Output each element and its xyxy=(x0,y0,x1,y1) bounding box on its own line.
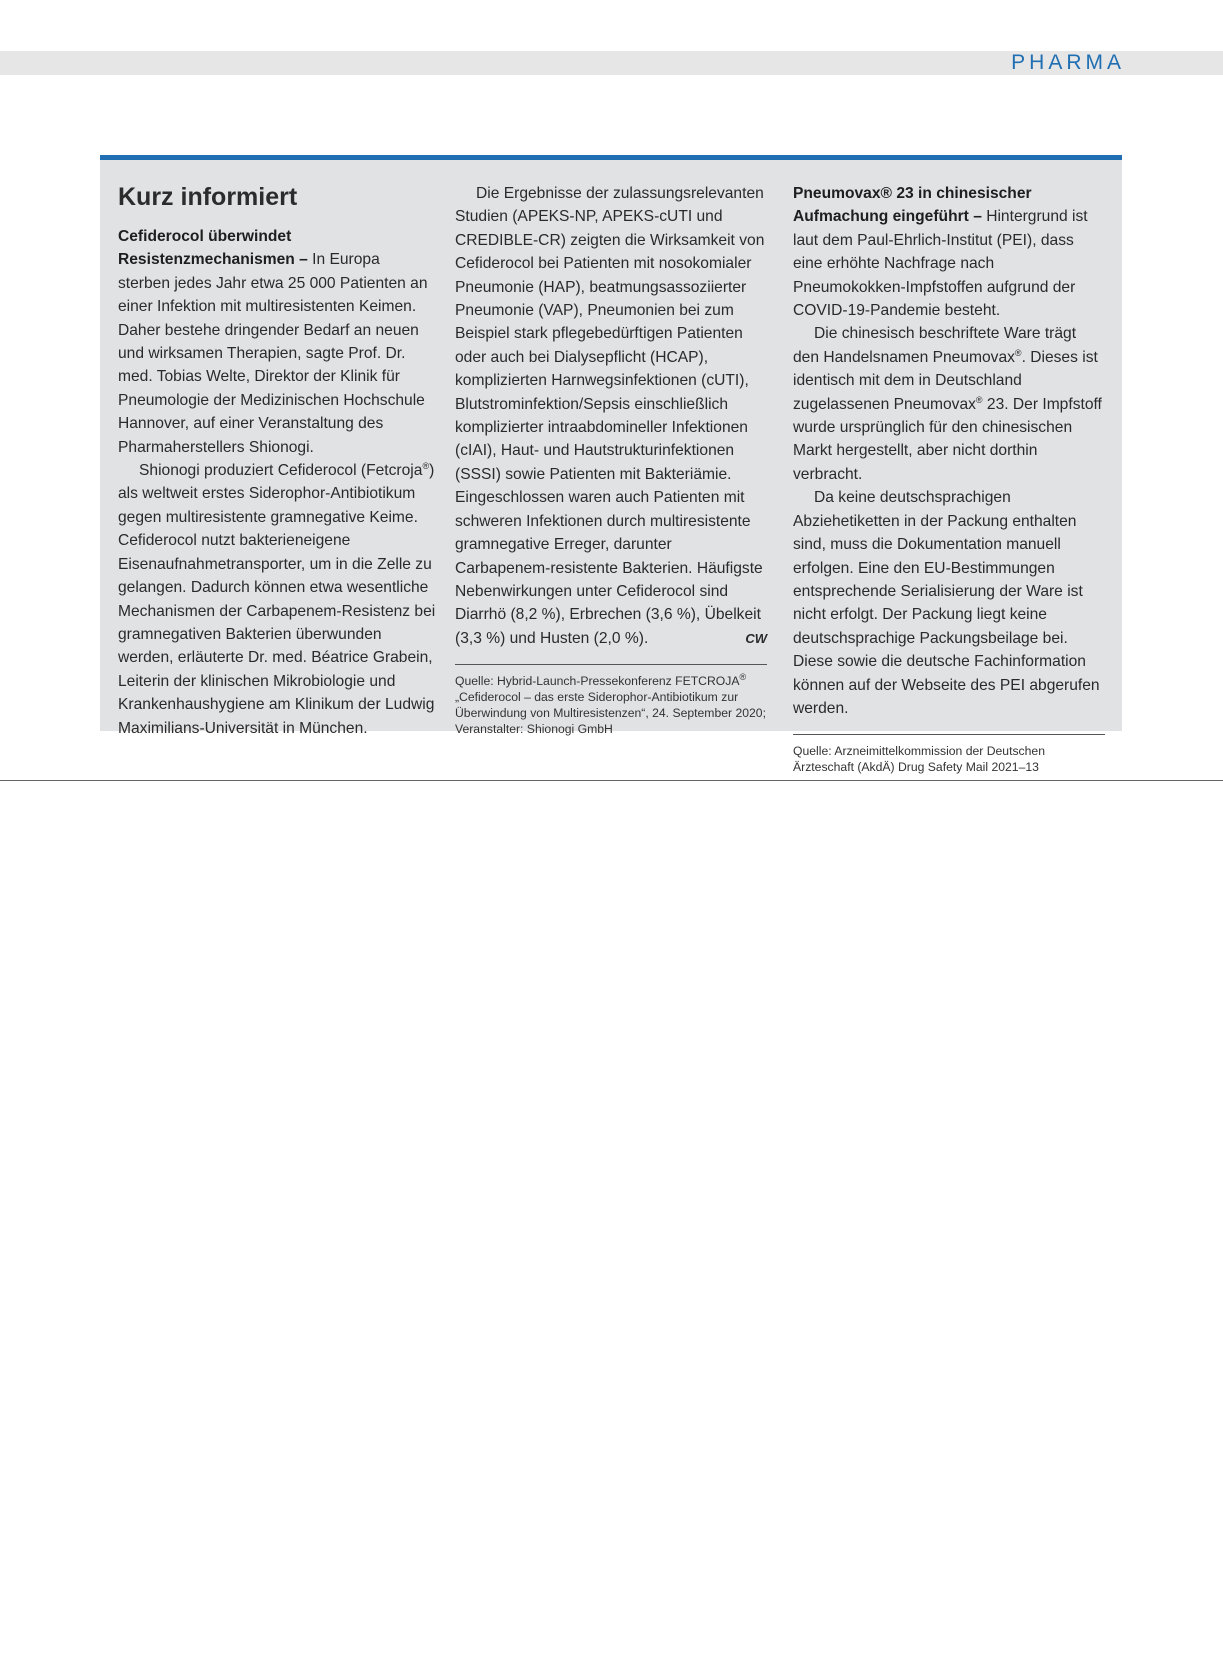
article1-paragraph-1: Cefiderocol überwindet Resistenzmechanismen – In Europa sterben jedes Jahr etwa 25 000 Patienten an einer Infektion mit multiresistenten Keimen. Daher bestehe dringender Bedarf an neuen und wirksamen Therapien, sagte Prof. Dr. med. Tobias Welte, Direktor der Klinik für Pneumologie der Medizinischen Hochschule Hannover, auf einer Veranstaltung des Pharmaherstellers Shionogi. xyxy=(118,228,428,456)
column-2 xyxy=(455,182,767,737)
column-3 xyxy=(793,182,1105,775)
box-title: Kurz informiert xyxy=(118,183,298,211)
article2-source: Quelle: Arzneimittelkommission der Deutschen Ärzteschaft (AkdÄ) Drug Safety Mail 2021–13 xyxy=(793,744,1045,775)
article1-paragraph-2: Shionogi produziert Cefiderocol (Fetcroja®) als weltweit erstes Siderophor-Antibiotikum gegen multiresistente gramnegative Keime. Cefiderocol nutzt bakterieneigene Eisenaufnahmetransporter, um in die Zelle zu gelangen. Dadurch können etwa wesentliche Mechanismen der Carbapenem-Resistenz bei gramnegativen Bakterien überwunden werden, erläuterte Dr. med. Béatrice Grabein, Leiterin der klinischen Mikrobiologie und Krankenhaushygiene am Klinikum der Ludwig Maximilians-Universität in München. xyxy=(118,460,436,737)
info-box xyxy=(100,155,1122,775)
article2-paragraph-1: Pneumovax® 23 in chinesischer Aufmachung eingeführt – Hintergrund ist laut dem Paul-Ehrlich-Institut (PEI), dass eine erhöhte Nachfrage nach Pneumokokken-Impfstoffen aufgrund der COVID-19-Pandemie besteht. xyxy=(793,185,1088,320)
article2-paragraph-2: Die chinesisch beschriftete Ware trägt den Handelsnamen Pneumovax®. Dieses ist identisch mit dem in Deutschland zugelassenen Pneumovax® 23. Der Impfstoff wurde ursprünglich für den chinesischen Markt hergestellt, aber nicht dorthin verbracht. xyxy=(793,325,1102,483)
article1-source: Quelle: Hybrid-Launch-Pressekonferenz FETCROJA® „Cefiderocol – das erste Siderophor-Antibiotikum zur Überwindung von Multiresistenzen“, 24. September 2020; Veranstalter: Shionogi GmbH xyxy=(455,672,766,737)
page-divider xyxy=(0,780,1223,781)
article1-headline: Cefiderocol überwindet Resistenzmechanismen – xyxy=(118,228,308,269)
article2-headline: Pneumovax® 23 in chinesischer Aufmachung eingeführt – xyxy=(793,185,1032,226)
article2-paragraph-3: Da keine deutschsprachigen Abziehetiketten in der Packung enthalten sind, muss die Dokumentation manuell erfolgen. Eine den EU-Bestimmungen entsprechende Serialisierung der Ware ist nicht erfolgt. Der Packung liegt keine deutschsprachige Packungsbeilage bei. Diese sowie die deutsche Fachinformation können auf der Webseite des PEI abgerufen werden. xyxy=(793,489,1100,717)
column-1 xyxy=(118,182,436,740)
source-divider xyxy=(793,734,1105,735)
section-label: PHARMA xyxy=(1011,51,1125,74)
source-divider xyxy=(455,664,767,665)
author-initials: CW xyxy=(745,630,767,646)
article1-paragraph-3: Die Ergebnisse der zulassungsrelevanten Studien (APEKS-NP, APEKS-cUTI und CREDIBLE-CR) zeigten die Wirksamkeit von Cefiderocol bei Patienten mit nosokomialer Pneumonie (HAP), beatmungsassoziierter Pneumonie (VAP), Pneumonien bei zum Beispiel stark pflegebedürftigen Patienten oder auch bei Dialysepflicht (HCAP), komplizierten Harnwegsinfektionen (cUTI), Blutstrominfektion/Sepsis einschließlich komplizierter intraabdomineller Infektionen (cIAI), Haut- und Hautstrukturinfektionen (SSSI) sowie Patienten mit Bakteriämie. Eingeschlossen waren auch Patienten mit schweren Infektionen durch multiresistente gramnegative Erreger, darunter Carbapenem-resistente Bakterien. Häufigste Nebenwirkungen unter Cefiderocol sind Diarrhö (8,2 %), Erbrechen (3,6 %), Übelkeit (3,3 %) und Husten (2,0 %). CW xyxy=(455,182,767,650)
